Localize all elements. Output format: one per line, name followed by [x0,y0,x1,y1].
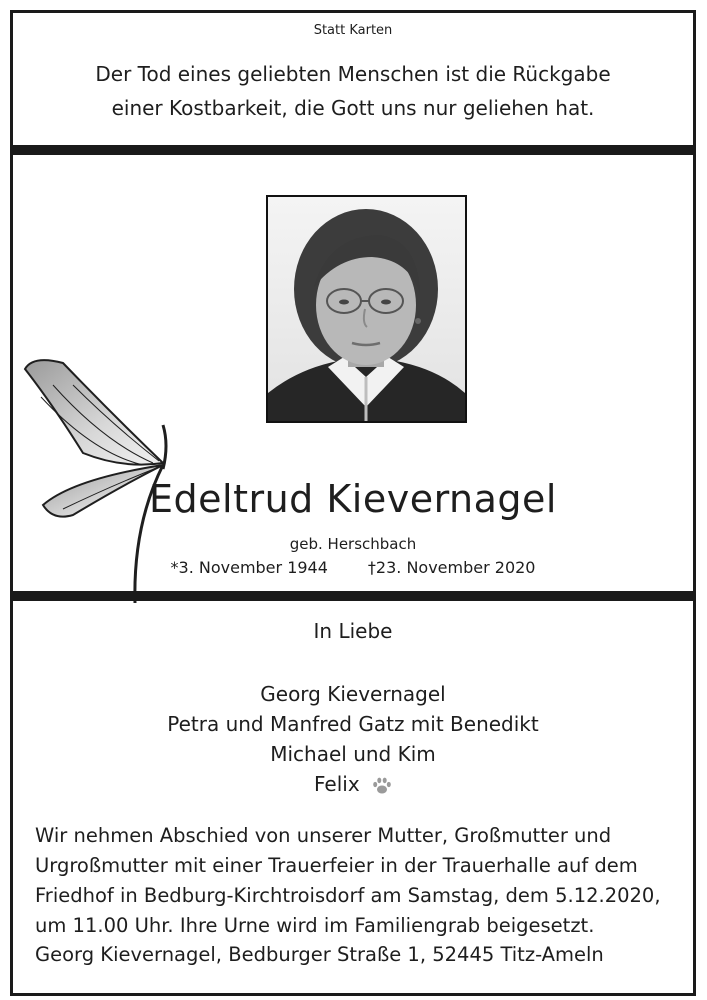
header-section [13,13,693,143]
mourners-section [13,601,693,993]
quote-line: einer Kostbarkeit, die Gott uns nur geliehen hat. [111,96,595,120]
mourner-name: Georg Kievernagel [260,682,446,706]
portrait-photo [266,195,467,423]
announcement-line: um 11.00 Uhr. Ihre Urne wird im Familiengrab beigesetzt. [35,914,595,937]
statt-karten-label: Statt Karten [313,23,393,38]
announcement-line: Wir nehmen Abschied von unserer Mutter, Großmutter und [35,824,612,847]
deceased-section [13,155,693,591]
mourner-list [13,679,693,799]
announcement-line: Friedhof in Bedburg-Kirchtroisdorf am Samstag, dem 5.12.2020, [35,884,661,907]
life-dates [13,558,693,577]
mourner-name: Felix [313,772,360,796]
memorial-quote [13,57,693,125]
mourner-name: Michael und Kim [270,742,436,766]
deceased-name: Edeltrud Kievernagel [149,477,557,521]
announcement-text [35,821,675,941]
in-liebe-label: In Liebe [313,619,393,643]
divider-bar [13,591,693,601]
paw-print-icon [372,777,392,795]
mourner-row-pet [13,769,693,799]
obituary-frame [10,10,696,996]
birth-date: *3. November 1944 [170,558,328,577]
birth-name: geb. Herschbach [289,535,417,553]
divider-bar [13,145,693,155]
quote-line: Der Tod eines geliebten Menschen ist die Rückgabe [95,62,611,86]
death-date: †23. November 2020 [367,558,536,577]
mourner-name: Petra und Manfred Gatz mit Benedikt [167,712,539,736]
announcement-line: Urgroßmutter mit einer Trauerfeier in der Trauerhalle auf dem [35,854,638,877]
contact-address: Georg Kievernagel, Bedburger Straße 1, 52445 Titz-Ameln [35,943,604,966]
